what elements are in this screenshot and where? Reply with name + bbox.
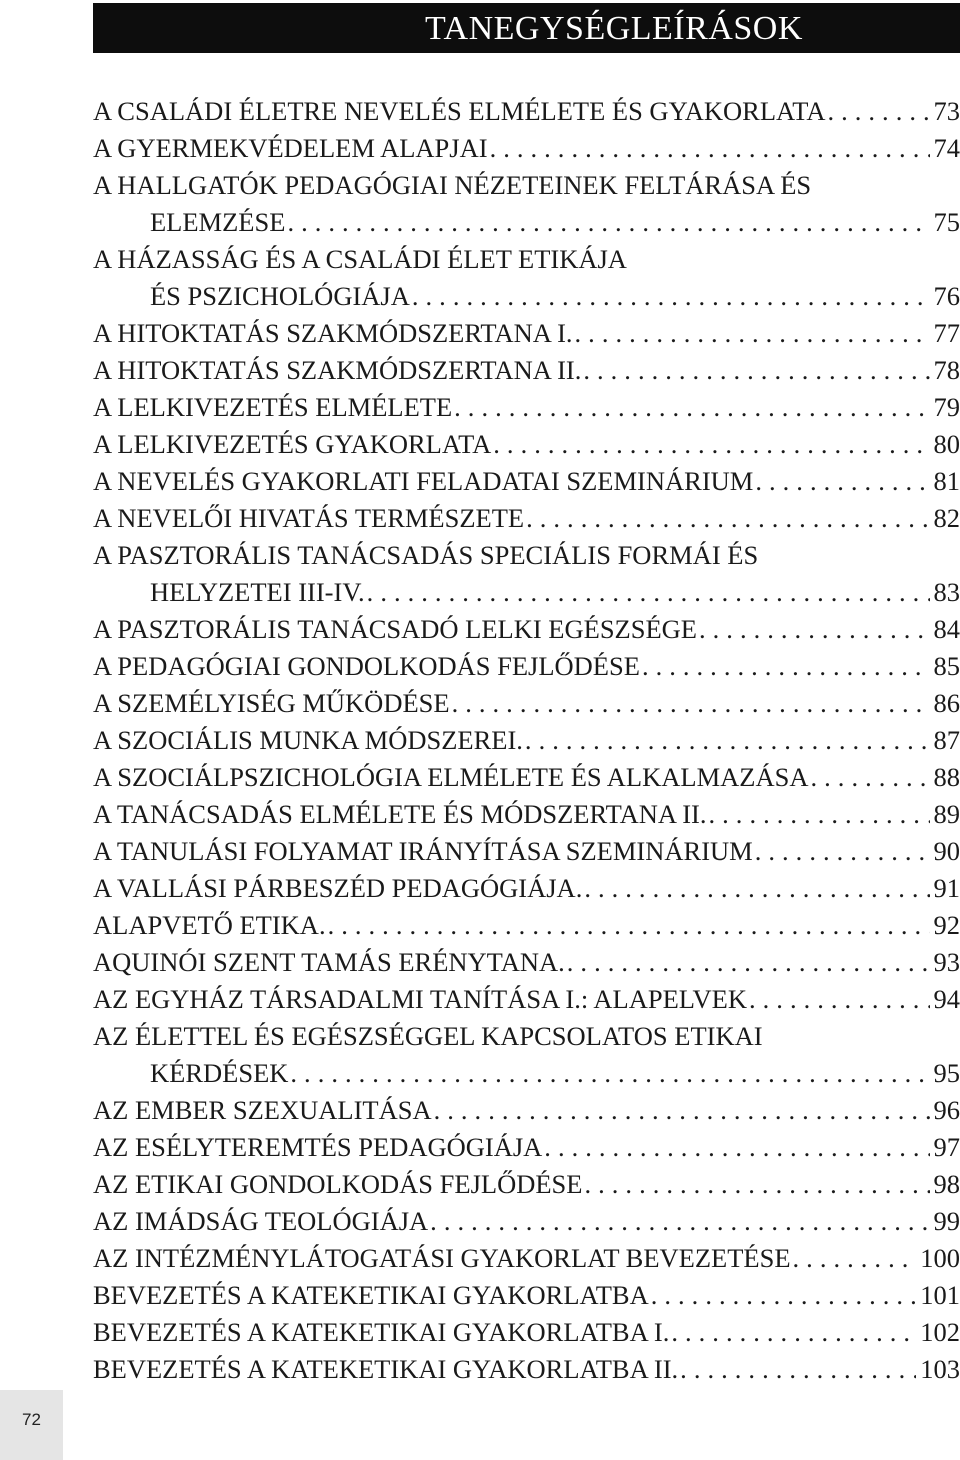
toc-entry[interactable] [93, 389, 960, 426]
toc-entry-page: 81 [933, 466, 960, 496]
toc-entry-page: 80 [933, 429, 960, 459]
toc-entry-page: 92 [933, 910, 960, 940]
dot-leader [583, 352, 929, 389]
toc-entry[interactable] [93, 1129, 960, 1166]
dot-leader [493, 426, 929, 463]
toc-entry[interactable] [93, 1240, 960, 1277]
dot-leader [811, 759, 930, 796]
toc-entry-line [93, 389, 960, 426]
dot-leader [642, 648, 930, 685]
toc-entry-page: 84 [933, 614, 960, 644]
toc-entry-page: 89 [933, 799, 960, 829]
toc-entry-title: A LELKIVEZETÉS GYAKORLATA [93, 429, 492, 459]
toc-entry-line [93, 944, 960, 981]
dot-leader [490, 130, 930, 167]
toc-entry-line [93, 167, 960, 204]
toc-entry-page: 91 [933, 873, 960, 903]
toc-entry-line [93, 1203, 960, 1240]
dot-leader [755, 833, 930, 870]
toc-entry-line [93, 833, 960, 870]
toc-entry-line [93, 722, 960, 759]
toc-entry-page: 95 [933, 1058, 960, 1088]
toc-entry-title: AZ ÉLETTEL ÉS EGÉSZSÉGGEL KAPCSOLATOS ETIKAI [93, 1021, 763, 1051]
toc-entry[interactable] [93, 1092, 960, 1129]
toc-entry-page: 75 [933, 207, 960, 237]
toc-entry[interactable] [93, 1277, 960, 1314]
toc-entry-title: A HÁZASSÁG ÉS A CSALÁDI ÉLET ETIKÁJA [93, 244, 627, 274]
dot-leader [454, 389, 929, 426]
dot-leader [584, 870, 929, 907]
toc-entry-title: A CSALÁDI ÉLETRE NEVELÉS ELMÉLETE ÉS GYAKORLATA [93, 96, 826, 126]
toc-entry-line [93, 685, 960, 722]
toc-entry-line [93, 981, 960, 1018]
toc-entry[interactable] [93, 315, 960, 352]
toc-entry-line [93, 204, 960, 241]
toc-entry-title: A PEDAGÓGIAI GONDOLKODÁS FEJLŐDÉSE [93, 651, 640, 681]
toc-entry-line [93, 352, 960, 389]
toc-entry-page: 94 [933, 984, 960, 1014]
toc-entry-title: A HITOKTATÁS SZAKMÓDSZERTANA II. [93, 355, 582, 385]
dot-leader [287, 204, 929, 241]
toc-entry[interactable] [93, 1203, 960, 1240]
toc-entry-line [93, 537, 960, 574]
page-title: TANEGYSÉGLEÍRÁSOK [425, 10, 803, 47]
toc-entry-title: AZ EMBER SZEXUALITÁSA [93, 1095, 432, 1125]
dot-leader [290, 1055, 929, 1092]
toc-entry[interactable] [93, 944, 960, 981]
toc-entry[interactable] [93, 685, 960, 722]
toc-entry-page: 78 [933, 355, 960, 385]
toc-entry-title: A HALLGATÓK PEDAGÓGIAI NÉZETEINEK FELTÁRÁSA ÉS [93, 170, 812, 200]
toc-entry[interactable] [93, 648, 960, 685]
toc-entry-title: BEVEZETÉS A KATEKETIKAI GYAKORLATBA [93, 1280, 649, 1310]
toc-entry-page: 76 [933, 281, 960, 311]
toc-entry-line [93, 500, 960, 537]
toc-entry-page: 83 [933, 577, 960, 607]
toc-entry-title: AZ ESÉLYTEREMTÉS PEDAGÓGIÁJA [93, 1132, 543, 1162]
toc-entry-page: 87 [933, 725, 960, 755]
toc-entry-page: 100 [920, 1243, 960, 1273]
toc-entry-line [93, 870, 960, 907]
toc-entry-title: A TANÁCSADÁS ELMÉLETE ÉS MÓDSZERTANA II. [93, 799, 707, 829]
toc-entry-page: 79 [933, 392, 960, 422]
toc-entry-line [93, 648, 960, 685]
toc-entry-page: 73 [933, 96, 960, 126]
toc-entry-line [93, 1018, 960, 1055]
toc-entry-page: 86 [933, 688, 960, 718]
toc-entry-page: 74 [933, 133, 960, 163]
dot-leader [526, 500, 929, 537]
dot-leader [671, 1314, 916, 1351]
toc-entry-title: BEVEZETÉS A KATEKETIKAI GYAKORLATBA I. [93, 1317, 670, 1347]
dot-leader [544, 1129, 929, 1166]
toc-entry-title: A SZEMÉLYISÉG MŰKÖDÉSE [93, 688, 450, 718]
dot-leader [680, 1351, 916, 1388]
toc-entry-line [93, 796, 960, 833]
toc-entry-line [93, 1092, 960, 1129]
toc-entry[interactable] [93, 722, 960, 759]
toc-entry-line [93, 315, 960, 352]
toc-entry[interactable] [93, 796, 960, 833]
toc-entry-page: 82 [933, 503, 960, 533]
toc-entry-title: ELEMZÉSE [150, 207, 286, 237]
toc-entry-title: A PASZTORÁLIS TANÁCSADÁS SPECIÁLIS FORMÁI ÉS [93, 540, 759, 570]
toc-entry-title: A VALLÁSI PÁRBESZÉD PEDAGÓGIÁJA. [93, 873, 583, 903]
toc-entry[interactable] [93, 833, 960, 870]
toc-entry-line [93, 1314, 960, 1351]
toc-entry-line [93, 759, 960, 796]
toc-entry-title: AZ EGYHÁZ TÁRSADALMI TANÍTÁSA I.: ALAPELVEK [93, 984, 747, 1014]
toc-entry-line [93, 130, 960, 167]
dot-leader [452, 685, 930, 722]
toc-entry-title: A LELKIVEZETÉS ELMÉLETE [93, 392, 453, 422]
toc-entry-page: 93 [933, 947, 960, 977]
toc-entry-title: ÉS PSZICHOLÓGIÁJA [150, 281, 410, 311]
toc-entry-title: AQUINÓI SZENT TAMÁS ERÉNYTANA. [93, 947, 565, 977]
toc-entry-title: A GYERMEKVÉDELEM ALAPJAI [93, 133, 488, 163]
dot-leader [575, 315, 930, 352]
dot-leader [412, 278, 930, 315]
dot-leader [749, 981, 930, 1018]
toc-entry-title: A HITOKTATÁS SZAKMÓDSZERTANA I. [93, 318, 573, 348]
dot-leader [651, 1277, 917, 1314]
toc-entry-page: 98 [933, 1169, 960, 1199]
toc-entry-title: HELYZETEI III-IV. [150, 577, 365, 607]
page-number-box [0, 1390, 63, 1460]
toc-entry-line [93, 241, 960, 278]
toc-entry-page: 97 [933, 1132, 960, 1162]
dot-leader [584, 1166, 929, 1203]
toc-entry-title: ALAPVETŐ ETIKA. [93, 910, 326, 940]
toc-entry-page: 88 [933, 762, 960, 792]
dot-leader [367, 574, 930, 611]
toc-entry[interactable] [93, 537, 960, 611]
toc-entry-line [93, 907, 960, 944]
toc-entry-title: A NEVELÉS GYAKORLATI FELADATAI SZEMINÁRIUM [93, 466, 754, 496]
toc-entry[interactable] [93, 352, 960, 389]
dot-leader [699, 611, 930, 648]
toc-entry-title: A NEVELŐI HIVATÁS TERMÉSZETE [93, 503, 525, 533]
dot-leader [430, 1203, 929, 1240]
dot-leader [328, 907, 930, 944]
toc-entry-line [93, 93, 960, 130]
dot-leader [709, 796, 930, 833]
toc-entry-page: 101 [920, 1280, 960, 1310]
toc-entry-page: 103 [920, 1354, 960, 1384]
toc-entry-page: 77 [933, 318, 960, 348]
toc-entry-line [93, 574, 960, 611]
toc-entry-line [93, 1277, 960, 1314]
toc-entry[interactable] [93, 1018, 960, 1092]
toc-entry-page: 96 [933, 1095, 960, 1125]
toc-entry-line [93, 278, 960, 315]
toc-entry[interactable] [93, 167, 960, 241]
toc-entry[interactable] [93, 500, 960, 537]
toc-entry[interactable] [93, 241, 960, 315]
toc-entry-title: AZ ETIKAI GONDOLKODÁS FEJLŐDÉSE [93, 1169, 583, 1199]
toc-entry-line [93, 611, 960, 648]
toc-entry-line [93, 1240, 960, 1277]
toc-entry-line [93, 463, 960, 500]
toc-entry-line [93, 1055, 960, 1092]
dot-leader [827, 93, 929, 130]
toc-entry-line [93, 1166, 960, 1203]
toc-entry[interactable] [93, 93, 960, 130]
toc-entry-page: 99 [933, 1206, 960, 1236]
header-bar [93, 3, 960, 53]
toc-entry[interactable] [93, 907, 960, 944]
dot-leader [567, 944, 930, 981]
table-of-contents [93, 93, 960, 1388]
toc-entry-title: AZ IMÁDSÁG TEOLÓGIÁJA [93, 1206, 429, 1236]
dot-leader [755, 463, 929, 500]
toc-entry-page: 85 [933, 651, 960, 681]
toc-entry-title: KÉRDÉSEK [150, 1058, 289, 1088]
toc-entry-line [93, 1129, 960, 1166]
toc-entry-page: 90 [933, 836, 960, 866]
toc-entry[interactable] [93, 759, 960, 796]
toc-entry-title: A TANULÁSI FOLYAMAT IRÁNYÍTÁSA SZEMINÁRIUM [93, 836, 753, 866]
toc-entry-title: A PASZTORÁLIS TANÁCSADÓ LELKI EGÉSZSÉGE [93, 614, 697, 644]
toc-entry[interactable] [93, 463, 960, 500]
toc-entry-title: A SZOCIÁLPSZICHOLÓGIA ELMÉLETE ÉS ALKALMAZÁSA [93, 762, 809, 792]
toc-entry[interactable] [93, 426, 960, 463]
page-number: 72 [22, 1410, 41, 1429]
dot-leader [793, 1240, 917, 1277]
toc-entry-page: 102 [920, 1317, 960, 1347]
toc-entry-title: A SZOCIÁLIS MUNKA MÓDSZEREI. [93, 725, 523, 755]
toc-entry[interactable] [93, 870, 960, 907]
toc-entry-line [93, 426, 960, 463]
toc-entry[interactable] [93, 611, 960, 648]
toc-entry[interactable] [93, 130, 960, 167]
toc-entry[interactable] [93, 981, 960, 1018]
dot-leader [434, 1092, 930, 1129]
toc-entry[interactable] [93, 1166, 960, 1203]
dot-leader [525, 722, 930, 759]
toc-entry[interactable] [93, 1351, 960, 1388]
toc-entry-title: BEVEZETÉS A KATEKETIKAI GYAKORLATBA II. [93, 1354, 679, 1384]
toc-entry-line [93, 1351, 960, 1388]
toc-entry[interactable] [93, 1314, 960, 1351]
toc-entry-title: AZ INTÉZMÉNYLÁTOGATÁSI GYAKORLAT BEVEZETÉSE [93, 1243, 791, 1273]
